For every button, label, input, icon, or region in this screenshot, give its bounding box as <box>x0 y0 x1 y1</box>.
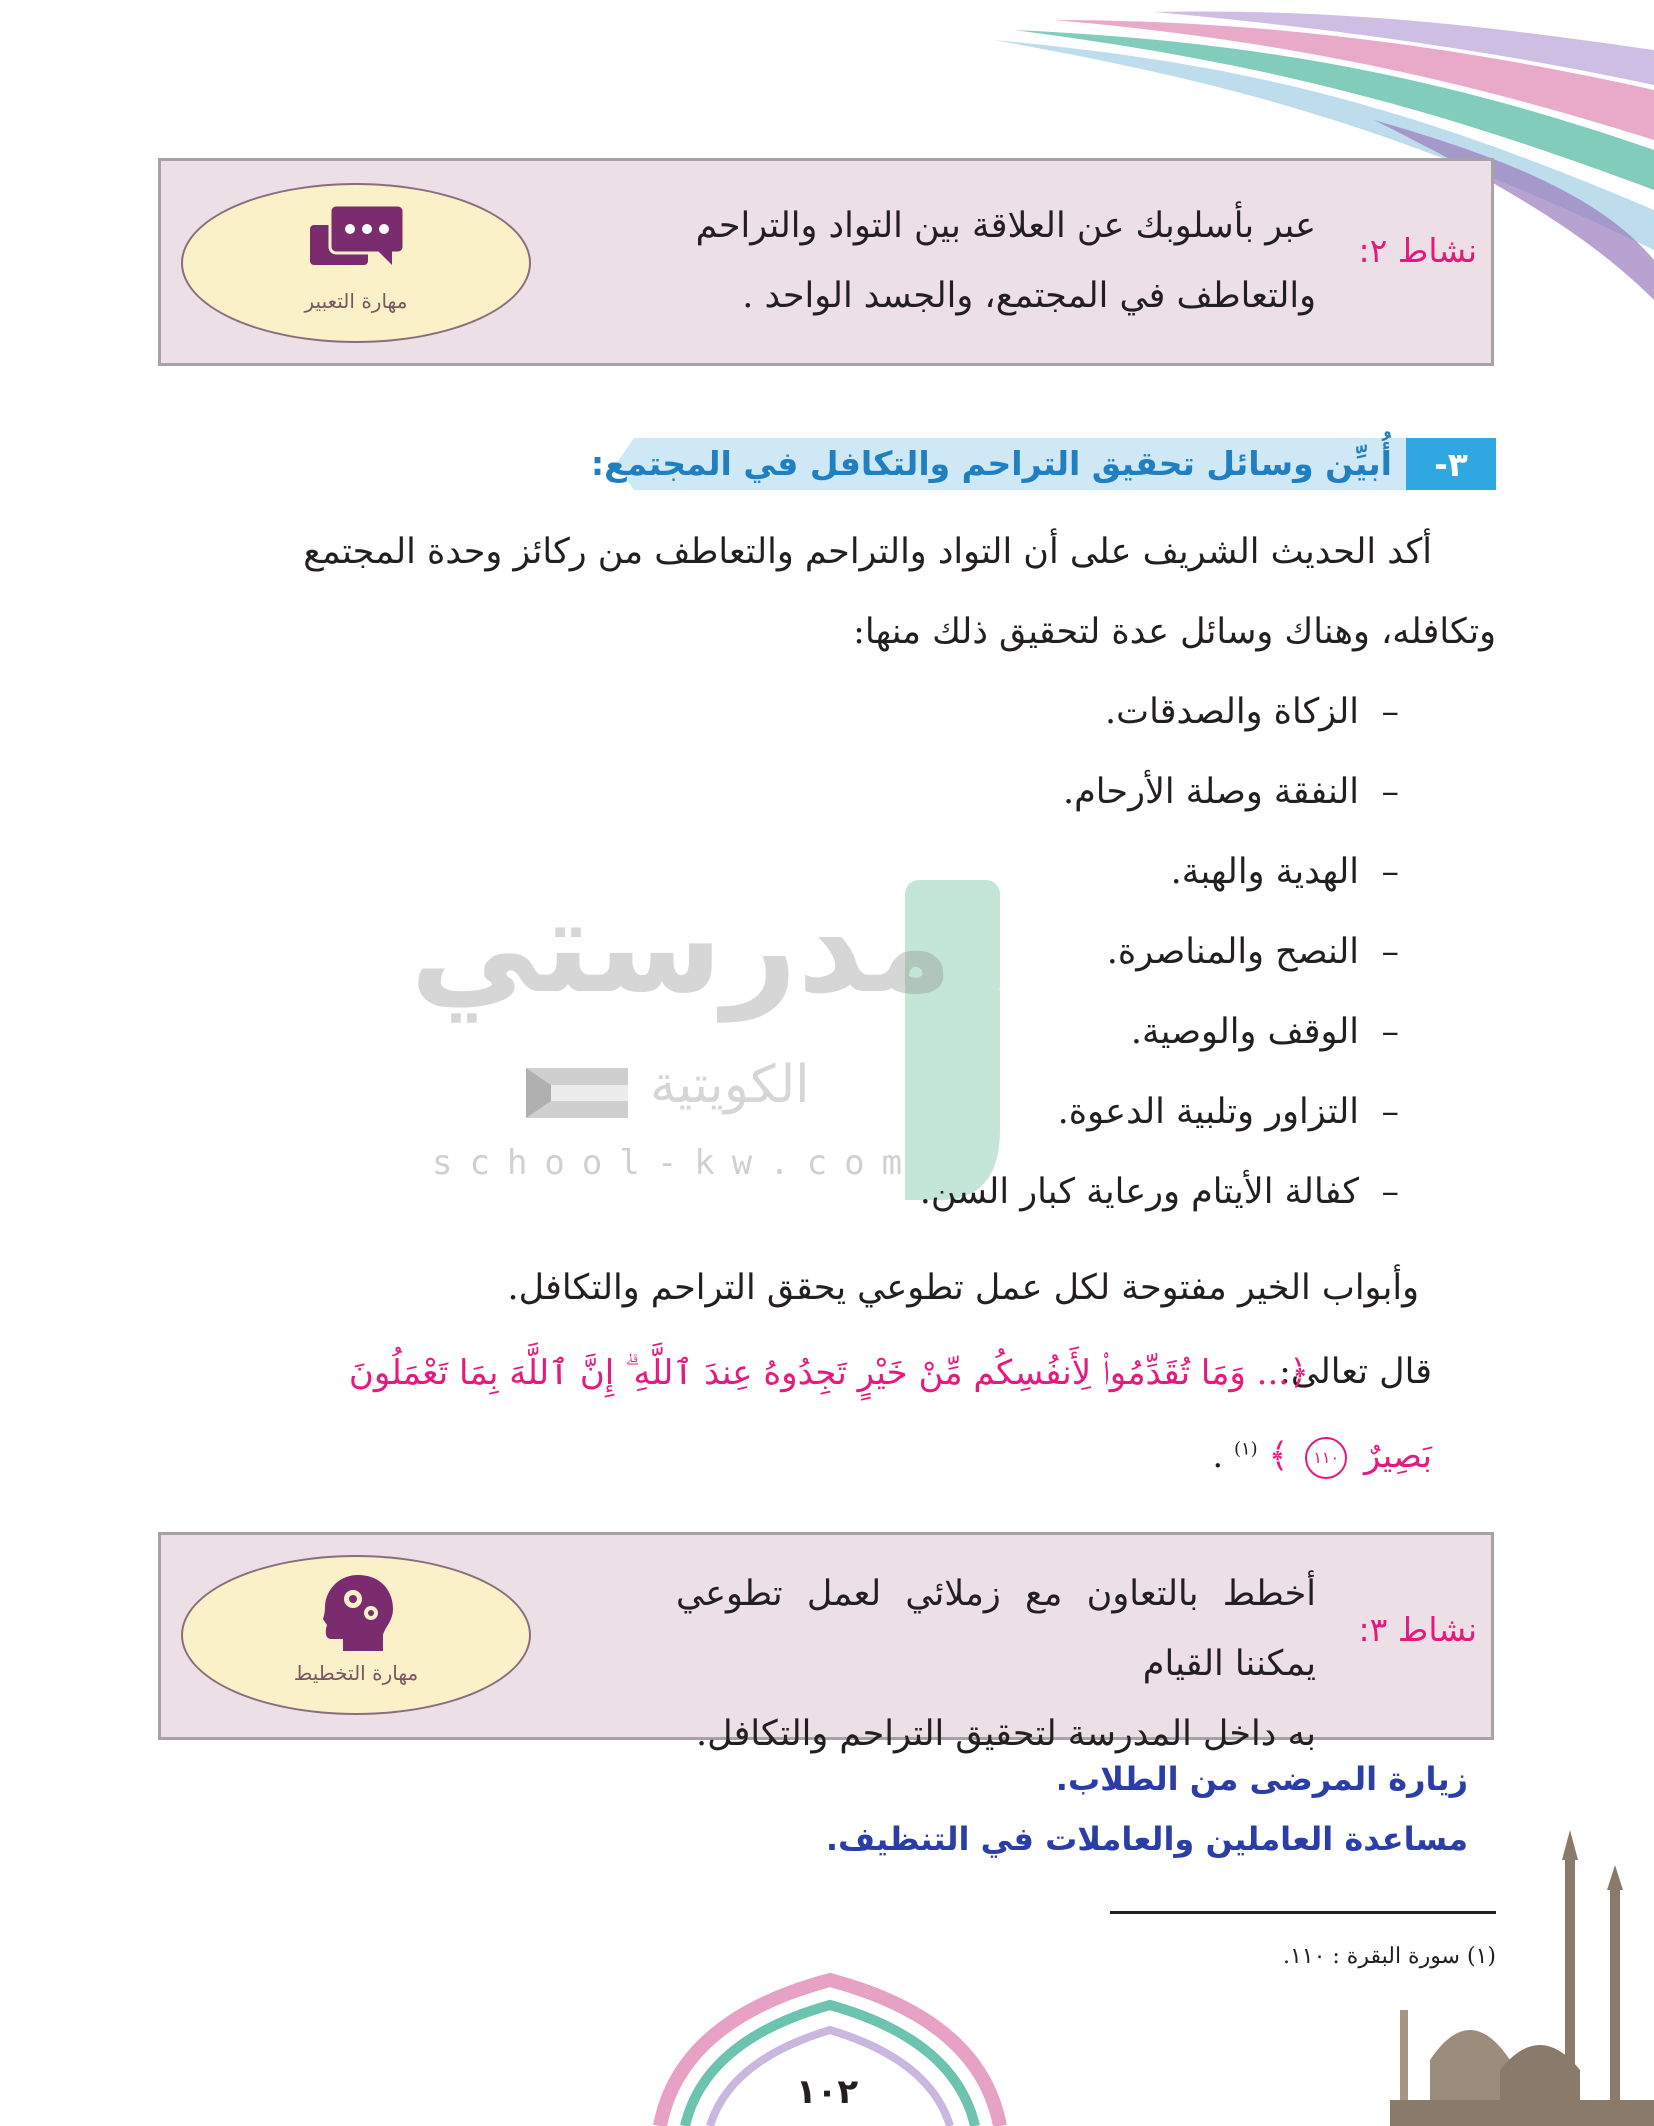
activity-2-line-1: عبر بأسلوبك عن العلاقة بين التواد والتراحم <box>695 206 1316 246</box>
watermark-url: school-kw.com <box>432 1143 920 1183</box>
watermark-name: مدرستي <box>410 870 953 1022</box>
watermark-subtitle: الكويتية <box>650 1055 810 1115</box>
activity-3-box <box>158 1532 1494 1754</box>
ayah-number-medallion: ١١٠ <box>1305 1437 1347 1479</box>
section-title: أُبيِّن وسائل تحقيق التراحم والتكافل في المجتمع: <box>590 444 1392 483</box>
intro-line-2: وتكافله، وهناك وسائل عدة لتحقيق ذلك منها: <box>853 612 1496 652</box>
chat-bubbles-icon <box>308 203 408 283</box>
section-number: ٣- <box>1406 438 1496 490</box>
list-item: –الزكاة والصدقات. <box>1105 692 1399 732</box>
list-item: –الوقف والوصية. <box>1130 1012 1399 1052</box>
footnote: (١) سورة البقرة : ١١٠. <box>1282 1944 1496 1969</box>
quran-verse-line-2: بَصِيرٌ ١١٠ ﴾ $^{(١)}$ . <box>1212 1435 1432 1479</box>
list-item: –الهدية والهبة. <box>1170 852 1399 892</box>
verse-intro: قال تعالى: <box>1279 1352 1432 1392</box>
answer-line-1: زيارة المرضى من الطلاب. <box>1055 1760 1468 1798</box>
skill-label-planning: مهارة التخطيط <box>293 1661 419 1685</box>
activity-2-box <box>158 158 1494 366</box>
page-number: ١٠٢ <box>795 2072 859 2112</box>
answer-line-2: مساعدة العاملين والعاملات في التنظيف. <box>825 1820 1468 1858</box>
list-item: –كفالة الأيتام ورعاية كبار السن. <box>919 1172 1399 1212</box>
activity-2-line-2: والتعاطف في المجتمع، والجسد الواحد . <box>742 276 1316 316</box>
closing-sentence: وأبواب الخير مفتوحة لكل عمل تطوعي يحقق التراحم والتكافل. <box>507 1268 1419 1308</box>
head-gears-icon <box>313 1573 403 1653</box>
quran-verse-line-1: ﴿... وَمَا تُقَدِّمُوا۟ لِأَنفُسِكُم مِّنْ خَيْرٍ تَجِدُوهُ عِندَ ٱللَّهِ ۗ إِنَّ ٱللَّهَ بِمَا تَعْمَلُونَ <box>348 1353 1309 1393</box>
list-item: –النفقة وصلة الأرحام. <box>1062 772 1399 812</box>
kuwait-flag-icon <box>526 1068 628 1118</box>
activity-3-line-1: أخطط بالتعاون مع زملائي لعمل تطوعي يمكننا القيام <box>676 1574 1316 1684</box>
activity-2-text <box>676 191 1316 331</box>
skill-oval-planning <box>181 1555 531 1715</box>
activity-3-text <box>676 1559 1316 1769</box>
skill-label-expression: مهارة التعبير <box>304 289 408 313</box>
skill-oval-expression <box>181 183 531 343</box>
mosque-silhouette <box>1390 1820 1654 2126</box>
activity-2-label: نشاط ٢: <box>1358 231 1477 270</box>
activity-3-label: نشاط ٣: <box>1358 1610 1477 1649</box>
activity-3-line-2: به داخل المدرسة لتحقيق التراحم والتكافل. <box>696 1714 1316 1754</box>
list-item: –التزاور وتلبية الدعوة. <box>1057 1092 1399 1132</box>
list-item: –النصح والمناصرة. <box>1106 932 1399 972</box>
intro-line-1: أكد الحديث الشريف على أن التواد والتراحم والتعاطف من ركائز وحدة المجتمع <box>303 532 1432 572</box>
footnote-reference: (١) <box>1233 1438 1258 1460</box>
